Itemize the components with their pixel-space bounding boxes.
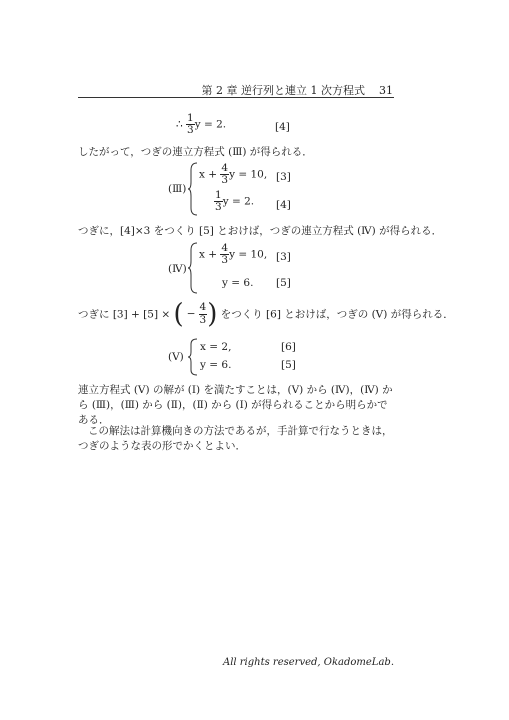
- system-4-eq-2: y = 6.: [222, 277, 254, 289]
- fraction: [186, 113, 195, 136]
- minus-sign: −: [186, 308, 196, 320]
- paragraph-2: つぎに，[4]×3 をつくり [5] とおけば，つぎの連立方程式 (Ⅳ) が得られる．: [78, 225, 443, 237]
- equation-tag: [4]: [276, 199, 291, 211]
- left-brace-4: [187, 242, 199, 294]
- equation-tag: [3]: [276, 251, 291, 263]
- right-paren: ): [207, 298, 218, 330]
- fraction: [220, 243, 229, 266]
- fraction-numerator: 1: [187, 112, 194, 124]
- paragraph-1: したがって，つぎの連立方程式 (Ⅲ) が得られる．: [78, 146, 313, 158]
- left-brace-5: [187, 338, 199, 376]
- paragraph-5: この解法は計算機向きの方法であるが，手計算で行なうときは，つぎのような表の形でかくとよい．: [78, 425, 393, 452]
- system-3-eq-1: [199, 163, 267, 186]
- system-label-3: (Ⅲ): [168, 183, 187, 195]
- p3-text-after: をつくり [6] とおけば，つぎの (Ⅴ) が得られる．: [220, 308, 454, 321]
- equation-rest: y = 2.: [194, 118, 227, 131]
- eq-term: x +: [199, 248, 218, 261]
- eq-term: x +: [199, 168, 218, 181]
- system-label-4: (Ⅳ): [168, 263, 187, 275]
- fraction-denominator: 3: [187, 124, 194, 137]
- therefore-symbol: ∴: [176, 118, 183, 131]
- eq-rest: y = 2.: [222, 195, 255, 208]
- running-header: [0, 82, 393, 98]
- fraction: [214, 190, 223, 213]
- left-paren: (: [173, 298, 184, 330]
- paragraph-4: 連立方程式 (Ⅴ) の解が (Ⅰ) を満たすことは，(Ⅴ) から (Ⅳ)，(Ⅳ) から (Ⅲ)，(Ⅲ) から (Ⅱ)，(Ⅱ) から (Ⅰ) が得られることから明らかである．: [78, 384, 393, 426]
- equation-tag: [5]: [281, 359, 296, 371]
- left-brace-3: [187, 162, 199, 216]
- eq-rest: y = 10,: [229, 248, 268, 261]
- fraction: [199, 302, 208, 325]
- fraction-numerator: 1: [215, 189, 222, 201]
- therefore-equation: [176, 113, 226, 136]
- chapter-title: 第 2 章 逆行列と連立 1 次方程式: [201, 84, 365, 97]
- system-4-eq-1: [199, 243, 267, 266]
- fraction-numerator: 4: [199, 301, 207, 314]
- fraction-denominator: 3: [215, 201, 222, 214]
- copyright-footer: All rights reserved, OkadomeLab.: [222, 657, 394, 668]
- paragraph-3: [78, 298, 454, 330]
- fraction-denominator: 3: [221, 174, 229, 187]
- eq-rest: y = 10,: [229, 168, 268, 181]
- header-rule: [78, 97, 394, 98]
- system-label-5: (Ⅴ): [168, 351, 184, 363]
- p3-text-before: つぎに [3] + [5] ×: [78, 308, 171, 321]
- equation-tag: [4]: [275, 121, 290, 133]
- equation-tag: [6]: [281, 341, 296, 353]
- fraction-numerator: 4: [221, 162, 229, 174]
- fraction-denominator: 3: [199, 313, 207, 326]
- equation-tag: [5]: [276, 277, 291, 289]
- fraction-numerator: 4: [221, 242, 229, 254]
- equation-tag: [3]: [276, 171, 291, 183]
- system-5-eq-2: y = 6.: [200, 359, 232, 371]
- fraction: [220, 163, 229, 186]
- fraction-denominator: 3: [221, 254, 229, 267]
- system-3-eq-2: [214, 190, 254, 213]
- system-5-eq-1: x = 2,: [200, 341, 232, 353]
- page-number: 31: [379, 84, 393, 97]
